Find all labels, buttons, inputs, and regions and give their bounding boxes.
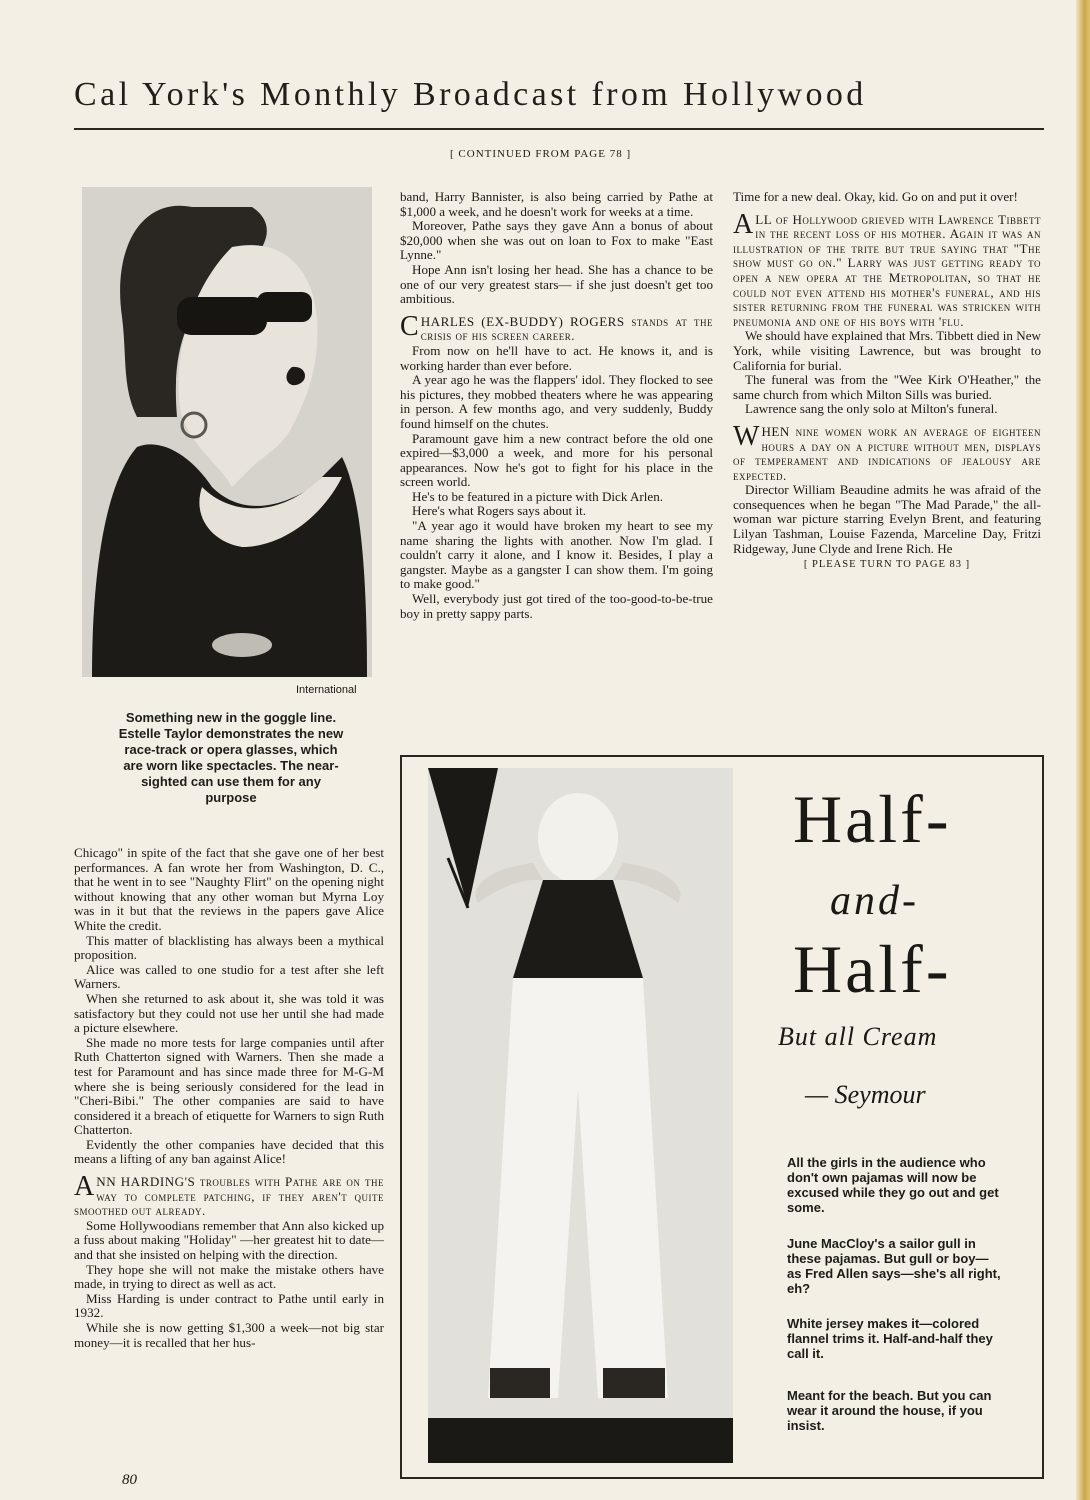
masthead-rule [74,128,1044,130]
drop-cap: A [733,208,754,240]
rogers-lead-paragraph [400,310,713,344]
column-2 [400,190,713,621]
paragraph: Some Hollywoodians remember that Ann also kicked up a fuss about making "Holiday" —her greatest hit to date—and that she insisted on helping with the direction. [74,1217,384,1263]
beaudine-lead-paragraph [733,420,1041,483]
paragraph: Director William Beaudine admits he was afraid of the consequences when he began "The Mad Parade," the all-woman war picture starring Evelyn Brent, and featuring Lilyan Tashman, Louise Fazenda, Marceline Day, Fritzi Ridgeway, June Clyde and Irene Rich. He [733,482,1041,556]
ad-headline-half-1: Half- [793,781,952,857]
paragraph: They hope she will not make the mistake others have made, in trying to direct as well as act. [74,1261,384,1292]
paragraph: This matter of blacklisting has always been a mythical proposition. [74,932,384,963]
paragraph: Miss Harding is under contract to Pathe until early in 1932. [74,1290,384,1321]
masthead: Cal York's Monthly Broadcast from Hollywood [74,76,867,113]
ad-headline-and: and- [830,878,919,924]
paragraph: When she returned to ask about it, she was told it was satisfactory but they could not use her until she had made a picture elsewhere. [74,990,384,1036]
ad-headline-half-2: Half- [793,931,952,1007]
paragraph: Alice was called to one studio for a test after she left Warners. [74,961,384,992]
paragraph: Evidently the other companies have decided that this means a lifting of any ban against Alice! [74,1136,384,1167]
paragraph: We should have explained that Mrs. Tibbett died in New York, while visiting Lawrence, but was brought to California for burial. [733,328,1041,373]
page-number: 80 [122,1472,137,1488]
ad-paragraph: Meant for the beach. But you can wear it around the house, if you insist. [787,1388,992,1433]
ad-paragraph: June MacCloy's a sailor gull in these pajamas. But gull or boy—as Fred Allen says—she's all right, eh? [787,1236,1001,1296]
paragraph: Time for a new deal. Okay, kid. Go on and put it over! [733,189,1018,204]
paragraph: Lawrence sang the only solo at Milton's funeral. [745,401,998,417]
paragraph: Well, everybody just got tired of the too-good-to-be-true boy in pretty sappy parts. [400,591,713,621]
paragraph: He's to be featured in a picture with Dick Arlen. [412,488,664,504]
paragraph: Chicago" in spite of the fact that she gave one of her best performances. A fan wrote her from Washington, D. C., that he went in to see "Naughty Flirt" on the opening night without knowing that any other woman but Myrna Loy was in it but that the reviews in the papers gave Alice White the credit. [74,845,384,933]
paragraph: Here's what Rogers says about it. [412,503,586,519]
paragraph: She made no more tests for large companies until after Ruth Chatterton signed with Warners. Then she made a test for Paramount and has since made three for M-G-M where she is being seriously considered for the lead in "Cheri-Bibi." The other companies are said to have considered it a breach of etiquette for Warners to sign Ruth Chatterton. [74,1034,384,1138]
continued-to: [ PLEASE TURN TO PAGE 83 ] [803,559,971,571]
tibbett-lead-text: LL of Hollywood grieved with Lawrence Tibbett in the recent loss of his mother. Again it was an illustration of the trite but true saying that "The show must go on." Larry was just getting ready to open a new opera at the Metropolitan, so that he could not even attend his mother's funeral, and his sister returning from the funeral was stricken with pneumonia and one of his boys with 'flu. [733,211,1041,329]
paragraph: "A year ago it would have broken my heart to see my name sharing the lights with another. Now I'm glad. I couldn't carry it alone, and I know it. Besides, I play a gangster. Maybe as a gangster I can show them. I'm going to make good." [400,518,713,592]
paragraph: Moreover, Pathe says they gave Ann a bonus of about $20,000 when she was out on loan to Fox to make "East Lynne." [400,218,713,263]
column-1 [74,846,384,1350]
rogers-lead-text: HARLES (EX-BUDDY) ROGERS stands at the crisis of his screen career. [420,313,713,344]
photo-caption: Something new in the goggle line. Estelle Taylor demonstrates the new race-track or opera glasses, which are worn like spectacles. The near-sighted can use them for any purpose [118,710,344,805]
paragraph: Paramount gave him a new contract before the old one expired—$3,000 a week, and more for his personal appearances. Now he's got to fight for his place in the screen world. [400,430,713,490]
column-3 [733,190,1041,573]
drop-cap: A [74,1171,95,1203]
continued-from: [ CONTINUED FROM PAGE 78 ] [450,148,632,160]
estelle-taylor-photo [82,187,372,677]
paragraph: While she is now getting $1,300 a week—not big star money—it is recalled that her hus- [74,1320,384,1350]
paragraph: Hope Ann isn't losing her head. She has a chance to be one of our very greatest stars— if she just doesn't get too ambitious. [400,261,713,307]
ad-paragraph: All the girls in the audience who don't own pajamas will now be excused while they go out and get some. [787,1155,999,1215]
ad-subheadline: But all Cream [778,1022,938,1051]
paragraph: From now on he'll have to act. He knows it, and is working harder than ever before. [400,342,713,373]
paragraph: A year ago he was the flappers' idol. They flocked to see his pictures, they mobbed theaters where he was appearing in person. A few months ago, and very suddenly, Buddy found himself on the chutes. [400,372,713,431]
photo-credit: International [296,684,357,696]
tibbett-lead-paragraph [733,208,1041,330]
beaudine-lead-text: HEN nine women work an average of eighteen hours a day on a picture without men, displays of temperament and indications of jealousy are expected. [733,423,1041,483]
harding-lead-paragraph [74,1171,384,1219]
june-macclay-photo [428,768,733,1463]
harding-lead-text: NN HARDING'S troubles with Pathe are on the way to complete patching, if they aren't quite smoothed out already. [74,1174,384,1219]
drop-cap: W [733,420,760,452]
drop-cap: C [400,310,419,342]
paragraph: The funeral was from the "Wee Kirk O'Heather," the same church from which Milton Sills was buried. [733,372,1041,402]
page-edge [1076,0,1090,1500]
ad-paragraph: White jersey makes it—colored flannel trims it. Half-and-half they call it. [787,1316,993,1361]
paragraph: band, Harry Bannister, is also being carried by Pathe at $1,000 a week, and he doesn't work for weeks at a time. [400,189,713,219]
ad-signature: — Seymour [805,1080,926,1109]
